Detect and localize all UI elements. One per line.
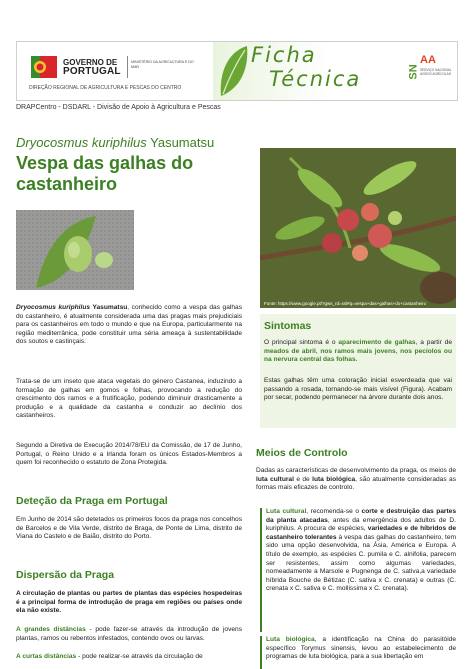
sintomas-p1-c: , a partir de bbox=[415, 339, 452, 346]
luta-cultural-a: , recomenda-se o bbox=[306, 508, 362, 515]
intro-paragraph-3: Segundo a Diretiva de Execução 2014/78/EU da Comissão, de 17 de Junho, Portugal, o Reino Unido e a Irlanda foram os únicos Estados-Membros a quem foi reconhecido o estatuto de Zona Protegida. bbox=[16, 442, 242, 467]
sn-subtitle: SERVIÇO NACIONAL AVISOS AGRÍCOLAS bbox=[420, 68, 452, 76]
luta-cultural-lead: Luta cultural bbox=[266, 508, 307, 515]
species-name bbox=[16, 135, 214, 150]
drap-name: DIREÇÃO REGIONAL DE AGRICULTURA E PESCAS DO CENTRO bbox=[29, 85, 182, 91]
government-name bbox=[63, 58, 121, 76]
intro-paragraph-2: Trata-se de um inseto que ataca vegetais do género Castanea, induzindo a formação de galhas em gomos e folhas, provocando a redução do crescimento dos ramos e a frutificação, podendo diminuir drasticamente a produção e a qualidade da castanha e conduzir ao declínio dos castanheiros. bbox=[16, 378, 242, 420]
intro-paragraph-1 bbox=[16, 304, 242, 347]
sn-letters: SN bbox=[407, 64, 420, 80]
header-banner bbox=[16, 41, 458, 101]
dispersao-item-2-lead: A curtas distâncias bbox=[16, 653, 77, 660]
government-logo bbox=[23, 48, 203, 91]
dispersao-item-2 bbox=[16, 653, 242, 662]
sintomas-p1-a: O principal sintoma é o bbox=[264, 339, 339, 346]
intro-species-author: Yasumatsu bbox=[90, 304, 128, 311]
dispersao-item-2-text: - pode realizar-se através da circulação de bbox=[76, 653, 203, 660]
sintomas-paragraph-2: Estas galhas têm uma coloração inicial esverdeada que vai passando a rosada, tornando-se mais visível (Figura). Acabam por secar, podendo permanecer na árvore durante dois anos. bbox=[264, 377, 452, 402]
gall-photo-image bbox=[260, 148, 456, 308]
species-latin: Dryocosmus kuriphilus bbox=[16, 135, 147, 150]
sintomas-paragraph-1 bbox=[264, 339, 452, 365]
ministry-name: MINISTÉRIO DA AGRICULTURA E DO MAR bbox=[131, 60, 194, 69]
department-line: DRAPCentro - DSDARL - Divisão de Apoio à Agricultura e Pescas bbox=[16, 104, 221, 111]
tecnica-word: Técnica bbox=[269, 67, 362, 91]
dispersao-heading: Dispersão da Praga bbox=[16, 569, 115, 581]
sintomas-p1-i: . bbox=[355, 356, 358, 364]
intro-text: , conhecido como a vespa das galhas do castanheiro, é atualmente considerada uma das pragas mais prejudiciais para os castanheiros em todo o mundo e que na Europa, particularmente na região mediterrânica, pode constituir uma séria ameaça à sustentabilidade dos soutos e castinçais. bbox=[16, 304, 242, 346]
detecao-paragraph: Em Junho de 2014 são detetados os primeiros focos da praga nos concelhos de Barcelos e de Vila Verde, distrito de Braga, de Ponte de Lima, distrito de Viana do Castelo e de Baião, distrito do Porto. bbox=[16, 516, 242, 541]
meios-intro-b: luta cultural bbox=[256, 475, 294, 483]
meios-intro-a: Dadas as características de desenvolvimento da praga, os meios de bbox=[256, 467, 456, 474]
divider bbox=[127, 56, 128, 78]
sintomas-p1-b: aparecimento de galhas bbox=[338, 339, 416, 346]
page-title: Vespa das galhas do castanheiro bbox=[16, 153, 194, 194]
leaf-icon bbox=[217, 44, 251, 98]
luta-cultural-d: variedades e de híbridos de castanheiro tolerantes bbox=[266, 525, 456, 541]
gall-photo-large bbox=[260, 148, 456, 308]
luta-biologica-paragraph bbox=[266, 636, 456, 662]
dispersao-item-1 bbox=[16, 626, 242, 643]
species-author: Yasumatsu bbox=[146, 135, 215, 150]
dispersao-bold: A circulação de plantas ou partes de plantas das espécies hospedeiras é a principal forma de introdução de praga em regiões ou países onde ela não existe. bbox=[16, 590, 242, 615]
luta-cultural-c: , antes da emergência dos adultos de D. kuriphilus. A procura de espécies, bbox=[266, 516, 456, 533]
luta-cultural-b: corte e destruição das partes da planta atacadas bbox=[266, 508, 456, 524]
luta-cultural-e: à vespa das galhas do castanheiro, tem sido uma opção desenvolvida, na Ásia, América e Europa. A título de exemplo, as espécies C. pumila e C. alnifolia, parecem ser resistentes, assim como algumas variedades, nomeadamente a Marsole e Pugnenga de C. sativa,a variedade híbrida Bouche de Bétizac (C. sativa x C. crenata) e outras (C. crenata x C. sativa e C. mollissima x C. crenata). bbox=[266, 533, 456, 593]
ficha-word: Ficha bbox=[251, 43, 317, 67]
detecao-heading: Deteção da Praga em Portugal bbox=[16, 495, 168, 507]
sintomas-p1-f: nos ramos mais jovens bbox=[320, 347, 396, 355]
sintomas-p1-d: meados de abril bbox=[264, 347, 316, 355]
meios-heading: Meios de Controlo bbox=[256, 447, 348, 459]
sintomas-heading: Sintomas bbox=[264, 320, 312, 332]
cultural-rule bbox=[260, 508, 262, 632]
luta-biologica-text: , a identificação na China do parasitóide específico Torymus sinensis, levou ao estabelecimento de programas de luta biológica, para a sua libertação em bbox=[266, 636, 456, 661]
dispersao-item-1-text: - pode fazer-se através da introdução de jovens plantas, ramos ou rebentos infestados, contendo ovos ou larvas. bbox=[16, 626, 243, 642]
meios-intro-c: e de bbox=[293, 475, 313, 483]
sintomas-p1-e: , bbox=[315, 347, 321, 355]
gov-line1: GOVERNO DE bbox=[63, 58, 118, 67]
bio-rule bbox=[260, 636, 262, 669]
gall-photo-small bbox=[16, 210, 134, 290]
luta-cultural-paragraph bbox=[266, 508, 456, 594]
meios-intro-d: luta biológica bbox=[312, 475, 356, 483]
photo-credit: Fonte: https://www.google.pt/?gws_rd=ssl#q=vespa+das+galhas+do+castanheiro bbox=[264, 301, 427, 306]
gov-line2: PORTUGAL bbox=[63, 66, 121, 77]
luta-biologica-lead: Luta biológica bbox=[266, 636, 315, 643]
meios-intro bbox=[256, 467, 456, 493]
ficha-tecnica-band bbox=[213, 42, 409, 100]
meios-intro-e: , são atualmente consideradas as formas mais eficazes de controlo. bbox=[256, 475, 457, 492]
intro-species: Dryocosmus kuriphilus bbox=[16, 304, 91, 311]
dispersao-item-1-lead: A grandes distâncias bbox=[16, 626, 86, 633]
portugal-emblem-icon bbox=[31, 54, 57, 80]
aa-letters: AA bbox=[420, 54, 436, 66]
sn-logo bbox=[407, 48, 454, 94]
sintomas-p1-g: , bbox=[395, 347, 401, 355]
sintomas-p1-h: nos pecíolos ou na nervura central das folhas bbox=[264, 347, 452, 364]
